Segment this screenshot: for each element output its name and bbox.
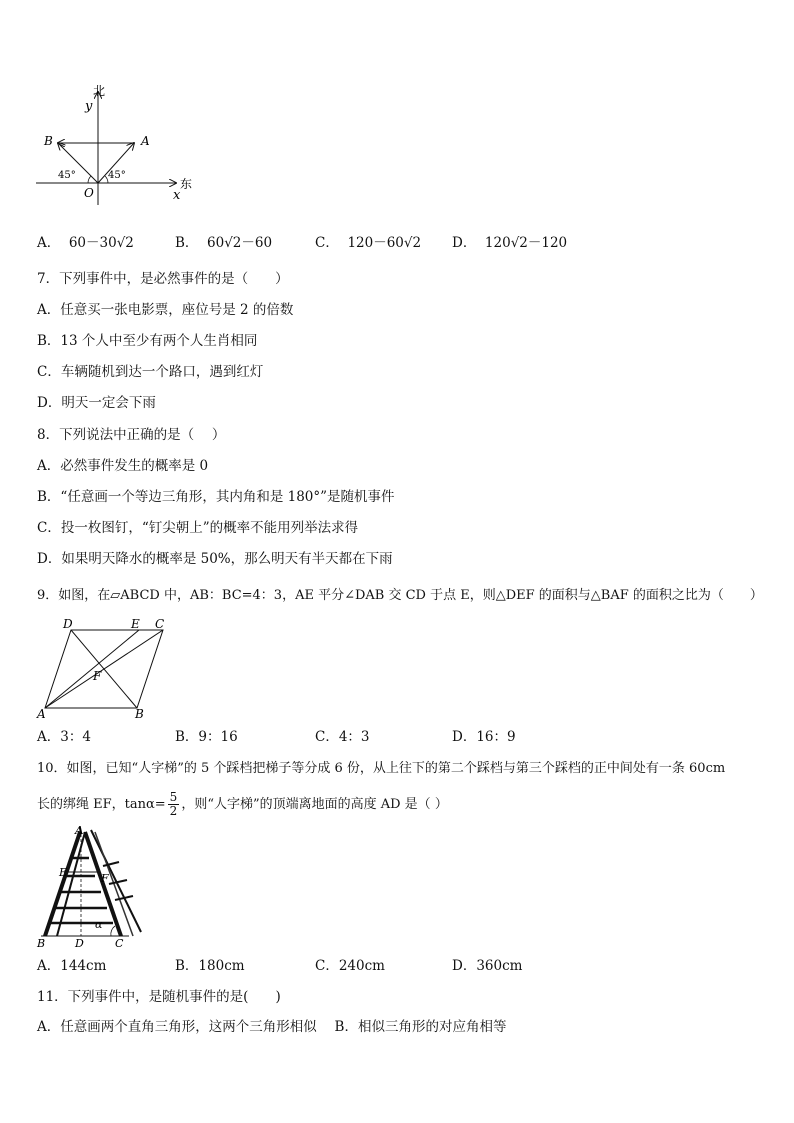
q11-options-line[interactable]: A．任意画两个直角三角形，这两个三角形相似 B．相似三角形的对应角相等 (37, 1019, 507, 1035)
q7-option-a[interactable]: A．任意买一张电影票，座位号是 2 的倍数 (37, 302, 294, 318)
point-d-label: D (63, 617, 73, 631)
tan-fraction (168, 791, 180, 818)
point-b-label: B (44, 134, 53, 148)
q7-option-b[interactable]: B．13 个人中至少有两个人生肖相同 (37, 333, 258, 349)
q10-stem-line1: 10．如图，已知“人字梯”的 5 个踩档把梯子等分成 6 份，从上往下的第二个踩档与第三个踩档的正中间处有一条 60cm (37, 761, 726, 776)
point-f-label: F (93, 669, 102, 683)
fraction-denominator: 2 (169, 804, 178, 818)
q9-option-a[interactable]: A．3：4 (37, 729, 91, 745)
q8-stem: 8．下列说法中正确的是（ ） (37, 427, 226, 443)
q9-option-c[interactable]: C．4：3 (315, 729, 370, 745)
point-e-label: E (131, 617, 140, 631)
ladder-point-d-label: D (75, 937, 84, 950)
q10-option-a[interactable]: A．144cm (37, 958, 107, 974)
ladder-point-c-label: C (115, 937, 124, 950)
angle-left-label: 45° (58, 170, 76, 181)
point-a-label: A (141, 134, 150, 148)
fraction-numerator: 5 (169, 790, 178, 804)
q8-option-b[interactable]: B．“任意画一个等边三角形，其内角和是 180°”是随机事件 (37, 489, 395, 505)
q9-stem: 9．如图，在▱ABCD 中，AB：BC=4：3，AE 平分∠DAB 交 CD 于点 E，则△DEF 的面积与△BAF 的面积之比为（ ） (37, 588, 763, 603)
q10-option-b[interactable]: B．180cm (175, 958, 245, 974)
origin-label: O (84, 186, 94, 200)
x-label: x (173, 188, 181, 203)
east-label: 东 (180, 177, 193, 191)
compass-figure (30, 80, 210, 205)
q6-option-d[interactable]: D． 120√2－120 (452, 235, 568, 251)
ladder-point-f-label: F (101, 872, 109, 885)
ladder-point-a-label: A (75, 826, 84, 837)
ladder-figure (33, 826, 148, 950)
point-c-label: C (155, 617, 165, 631)
alpha-label: α (95, 918, 103, 931)
q10-stem-part-b: ，则“人字梯”的顶端离地面的高度 AD 是（ ） (181, 797, 448, 812)
q6-option-c[interactable]: C． 120－60√2 (315, 235, 422, 251)
q6-option-b[interactable]: B． 60√2－60 (175, 235, 273, 251)
q8-option-d[interactable]: D．如果明天降水的概率是 50%，那么明天有半天都在下雨 (37, 551, 393, 567)
q6-option-a[interactable]: A． 60－30√2 (37, 235, 134, 251)
point-a-label: A (37, 707, 46, 721)
q7-stem: 7．下列事件中，是必然事件的是（ ） (37, 271, 289, 287)
q11-stem: 11．下列事件中，是随机事件的是( ) (37, 989, 281, 1005)
q7-option-d[interactable]: D．明天一定会下雨 (37, 395, 156, 411)
q10-stem-line2 (37, 790, 448, 820)
north-label: 北 (93, 84, 106, 98)
ladder-point-e-label: E (59, 866, 68, 879)
y-label: y (85, 99, 93, 114)
q10-option-c[interactable]: C．240cm (315, 958, 385, 974)
angle-right-label: 45° (108, 170, 126, 181)
q9-option-d[interactable]: D．16：9 (452, 729, 516, 745)
q8-option-c[interactable]: C．投一枚图钉，“钉尖朝上”的概率不能用列举法求得 (37, 520, 359, 536)
parallelogram-figure (35, 616, 175, 722)
point-b-label: B (135, 707, 144, 721)
ladder-point-b-label: B (37, 937, 46, 950)
q8-option-a[interactable]: A．必然事件发生的概率是 0 (37, 458, 209, 474)
q7-option-c[interactable]: C．车辆随机到达一个路口，遇到红灯 (37, 364, 264, 380)
q10-stem-part-a: 长的绑绳 EF，tanα= (37, 797, 166, 812)
q9-option-b[interactable]: B．9：16 (175, 729, 238, 745)
q10-option-d[interactable]: D．360cm (452, 958, 523, 974)
